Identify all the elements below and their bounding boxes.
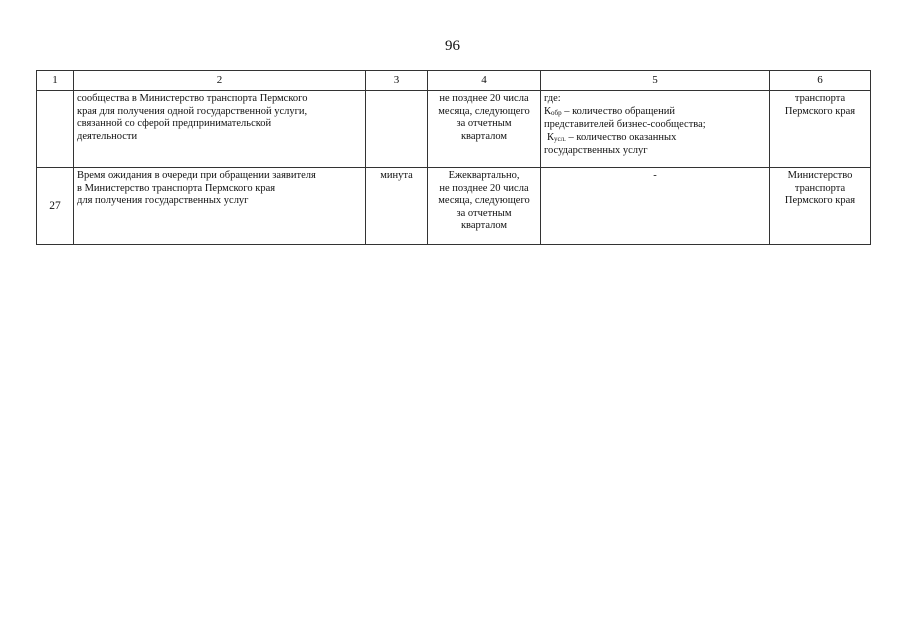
k-description: – количество обращений bbox=[561, 105, 675, 117]
text-line: края для получения одной государственной услуги, bbox=[77, 105, 308, 117]
text-line: не позднее 20 числа bbox=[439, 93, 529, 104]
period-cell bbox=[428, 168, 541, 245]
k-subscript: обр bbox=[551, 108, 562, 117]
text-line: связанной со сферой предпринимательской bbox=[77, 118, 272, 129]
text-line: за отчетным bbox=[456, 207, 512, 219]
k-letter: К bbox=[544, 105, 552, 117]
formula-intro: где: bbox=[544, 93, 561, 104]
indicator-table bbox=[36, 70, 871, 245]
header-col-4: 4 bbox=[428, 71, 541, 91]
k-description: – количество оказанных bbox=[565, 131, 677, 143]
row-number: 27 bbox=[37, 168, 74, 245]
header-row bbox=[37, 71, 871, 91]
text-line: представителей бизнес-сообщества; bbox=[544, 119, 706, 130]
text-line: Ежеквартально, bbox=[448, 170, 520, 181]
text-line: Министерство bbox=[787, 170, 853, 181]
text-line: транспорта bbox=[794, 182, 846, 194]
row-number bbox=[37, 91, 74, 168]
formula-cell bbox=[541, 91, 770, 168]
text-line: кварталом bbox=[460, 220, 508, 231]
header-col-1: 1 bbox=[37, 71, 74, 91]
formula-cell: - bbox=[541, 168, 770, 245]
text-line: месяца, следующего bbox=[438, 195, 530, 206]
indicator-name bbox=[74, 91, 366, 168]
k-subscript: усл. bbox=[554, 134, 566, 143]
unit-cell bbox=[366, 91, 428, 168]
responsible-cell bbox=[770, 168, 871, 245]
responsible-cell bbox=[770, 91, 871, 168]
header-col-6: 6 bbox=[770, 71, 871, 91]
text-line: Время ожидания в очереди при обращении заявителя bbox=[77, 170, 316, 181]
text-line: кварталом bbox=[460, 130, 508, 142]
text-line: Пермского края bbox=[784, 105, 856, 117]
text-line: Пермского края bbox=[784, 195, 856, 206]
text-line: для получения государственных услуг bbox=[77, 195, 249, 206]
header-col-2: 2 bbox=[74, 71, 366, 91]
text-line: месяца, следующего bbox=[438, 105, 530, 117]
text-line: сообщества в Министерство транспорта Пермского bbox=[77, 93, 308, 104]
table-row bbox=[37, 91, 871, 168]
unit-cell: минута bbox=[366, 168, 428, 245]
text-line: не позднее 20 числа bbox=[439, 182, 529, 194]
text-line: деятельности bbox=[77, 130, 138, 142]
text-line: за отчетным bbox=[456, 118, 512, 129]
page-number: 96 bbox=[445, 38, 460, 54]
table-row bbox=[37, 168, 871, 245]
k-letter: К bbox=[547, 131, 555, 143]
text-line: транспорта bbox=[794, 93, 846, 104]
header-col-3: 3 bbox=[366, 71, 428, 91]
header-col-5: 5 bbox=[541, 71, 770, 91]
indicator-name bbox=[74, 168, 366, 245]
period-cell bbox=[428, 91, 541, 168]
text-line: в Министерство транспорта Пермского края bbox=[77, 182, 276, 194]
formula-k-usl bbox=[544, 132, 766, 146]
formula-k-obr bbox=[544, 106, 766, 120]
text-line: государственных услуг bbox=[544, 145, 648, 156]
